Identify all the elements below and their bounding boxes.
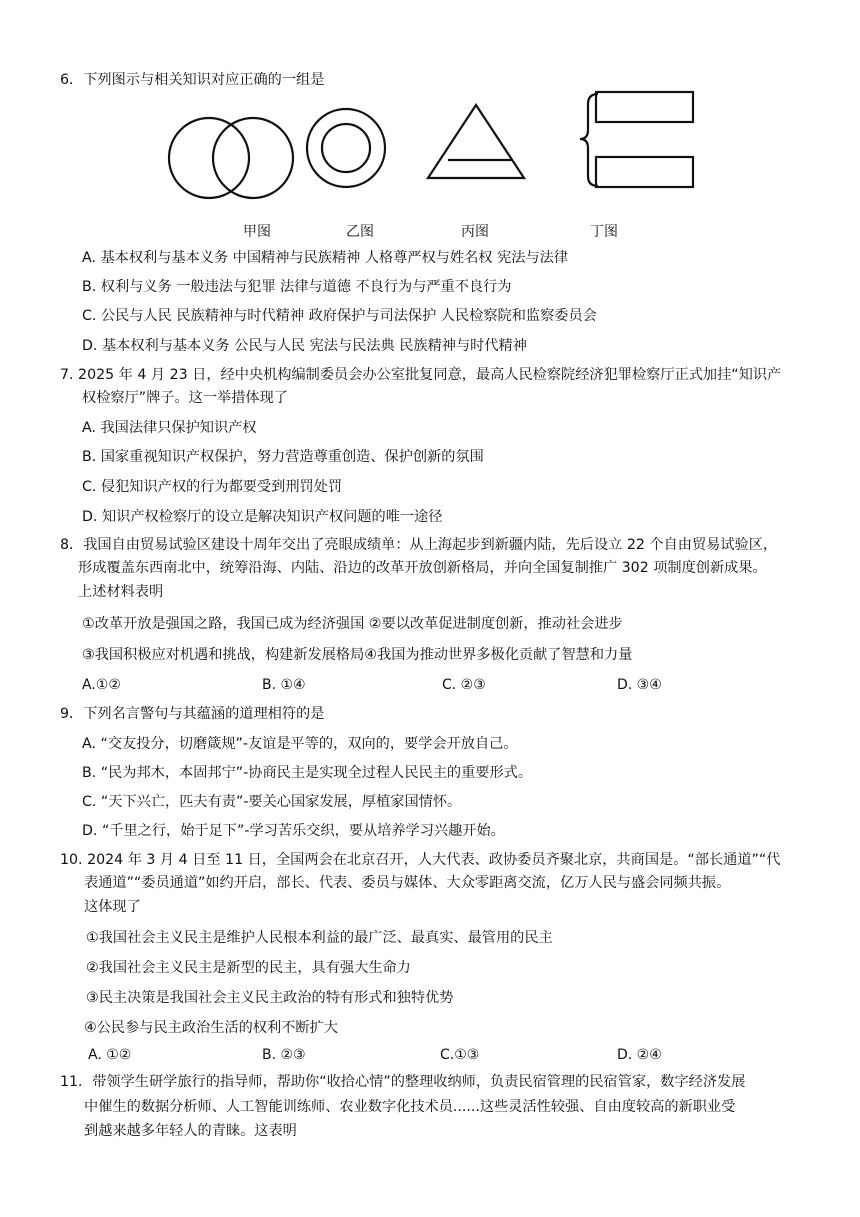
- q11-stem-line-3: 到越来越多年轻人的青睐。这表明: [84, 1123, 297, 1139]
- q9-option-b: B. “民为邦木，本固邦宁”-协商民主是实现全过程人民民主的重要形式。: [82, 765, 533, 781]
- q6-option-d: D. 基本权利与基本义务 公民与人民 宪法与民法典 民族精神与时代精神: [82, 338, 527, 354]
- q10-choice-b: B. ②③: [262, 1047, 306, 1063]
- q8-statements-line-2: ③我国积极应对机遇和挑战，构建新发展格局④我国为推动世界多极化贡献了智慧和力量: [82, 647, 633, 663]
- q7-option-d: D. 知识产权检察厅的设立是解决知识产权问题的唯一途径: [82, 509, 443, 525]
- q7-option-b: B. 国家重视知识产权保护，努力营造尊重创造、保护创新的氛围: [82, 449, 484, 465]
- q10-stem-line-2: 表通道”“委员通道”如约开启，部长、代表、委员与媒体、大众零距离交流，亿万人民与盛会同频共振。: [84, 875, 731, 891]
- q10-choice-c: C.①③: [440, 1047, 480, 1063]
- brace-boxes-figure: [580, 92, 693, 187]
- q10-statement-2: ②我国社会主义民主是新型的民主，具有强大生命力: [86, 960, 411, 976]
- q8-stem-line-1: 8．我国自由贸易试验区建设十周年交出了亮眼成绩单：从上海起步到新疆内陆，先后设立 22 个自由贸易试验区，: [60, 537, 778, 553]
- q10-statement-3: ③民主决策是我国社会主义民主政治的特有形式和独特优势: [86, 990, 454, 1006]
- q7-stem-line-1: 7. 2025 年 4 月 23 日，经中央机构编制委员会办公室批复同意，最高人民检察院经济犯罪检察厅正式加挂“知识产: [60, 367, 782, 383]
- q9-option-c: C. “天下兴亡，匹夫有责”-要关心国家发展，厚植家国情怀。: [82, 794, 462, 810]
- q6-option-c: C. 公民与人民 民族精神与时代精神 政府保护与司法保护 人民检察院和监察委员会: [82, 308, 597, 324]
- venn-overlap-figure: [169, 118, 293, 198]
- figure-label-ding: 丁图: [590, 224, 618, 240]
- q10-choice-d: D. ②④: [617, 1047, 662, 1063]
- q10-statement-4: ④公民参与民主政治生活的权利不断扩大: [84, 1020, 338, 1036]
- q6-stem: 6．下列图示与相关知识对应正确的一组是: [60, 72, 325, 88]
- q11-stem-line-1: 11．带领学生研学旅行的指导师，帮助你“收拾心情”的整理收纳师，负责民宿管理的民宿管家，数字经济发展: [60, 1074, 746, 1090]
- q9-stem: 9．下列名言警句与其蕴涵的道理相符的是: [60, 706, 325, 722]
- q11-stem-line-2: 中催生的数据分析师、人工智能训练师、农业数字化技术员......这些灵活性较强、自由度较高的新职业受: [84, 1099, 736, 1115]
- q8-stem-line-2: 形成覆盖东西南北中，统筹沿海、内陆、沿边的改革开放创新格局，并向全国复制推广 302 项制度创新成果。: [78, 560, 767, 576]
- q8-choice-c: C. ②③: [442, 677, 486, 693]
- q6-option-a: A. 基本权利与基本义务 中国精神与民族精神 人格尊严权与姓名权 宪法与法律: [82, 250, 569, 266]
- q8-stem-line-3: 上述材料表明: [78, 584, 164, 600]
- q10-statement-1: ①我国社会主义民主是维护人民根本利益的最广泛、最真实、最管用的民主: [86, 930, 553, 946]
- q8-choice-b: B. ①④: [262, 677, 306, 693]
- figure-label-jia: 甲图: [243, 224, 271, 240]
- q6-option-b: B. 权利与义务 一般违法与犯罪 法律与道德 不良行为与严重不良行为: [82, 279, 512, 295]
- q10-stem-line-3: 这体现了: [84, 899, 141, 915]
- concentric-circles-figure: [307, 109, 385, 187]
- q10-choice-a: A. ①②: [88, 1047, 132, 1063]
- q9-option-d: D. “千里之行，始于足下”-学习苦乐交织，要从培养学习兴趣开始。: [82, 823, 505, 839]
- q7-option-c: C. 侵犯知识产权的行为都要受到刑罚处罚: [82, 479, 343, 495]
- q7-option-a: A. 我国法律只保护知识产权: [82, 420, 257, 436]
- q6-figures: [0, 0, 860, 240]
- figure-label-yi: 乙图: [346, 224, 374, 240]
- q7-stem-line-2: 权检察厅”牌子。这一举措体现了: [82, 390, 288, 406]
- q9-option-a: A. “交友投分，切磨箴规”-友谊是平等的，双向的，要学会开放自己。: [82, 736, 518, 752]
- q8-choice-a: A.①②: [82, 677, 121, 693]
- figure-label-bing: 丙图: [461, 224, 489, 240]
- q8-choice-d: D. ③④: [617, 677, 662, 693]
- q10-stem-line-1: 10. 2024 年 3 月 4 日至 11 日，全国两会在北京召开，人大代表、政协委员齐聚北京，共商国是。“部长通道”“代: [60, 852, 781, 868]
- q8-statements-line-1: ①改革开放是强国之路，我国已成为经济强国 ②要以改革促进制度创新，推动社会进步: [82, 616, 623, 632]
- divided-triangle-figure: [428, 105, 524, 178]
